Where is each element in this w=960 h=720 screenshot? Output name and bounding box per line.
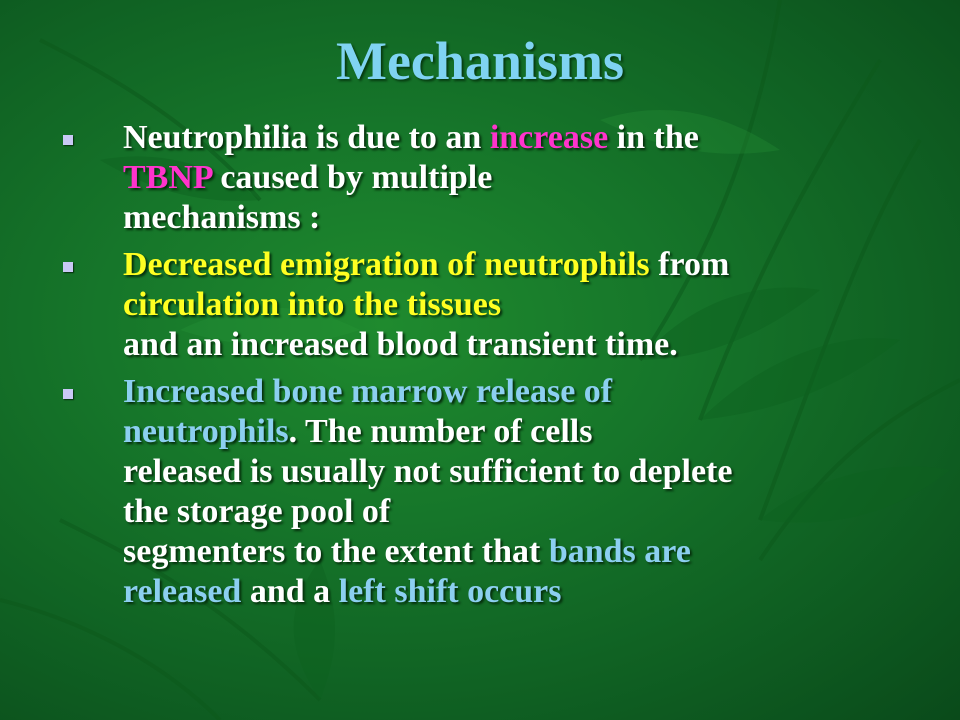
highlighted-text: circulation into the tissues <box>123 286 502 323</box>
bullet-text: from <box>649 246 730 283</box>
square-bullet-icon <box>63 135 73 145</box>
square-bullet-icon <box>63 262 73 272</box>
bullet-item <box>60 118 920 238</box>
bullet-line <box>123 572 920 612</box>
bullet-line <box>123 372 920 412</box>
bullet-text: and an increased blood transient time. <box>123 326 678 363</box>
bullet-text: Neutrophilia is due to an <box>123 119 490 156</box>
bullet-item <box>60 245 920 365</box>
bullet-text: the storage pool of <box>123 493 391 530</box>
highlighted-text: increase <box>489 119 609 156</box>
bullet-line <box>123 325 920 365</box>
bullet-list <box>60 118 920 619</box>
bullet-text: released is usually not sufficient to deplete <box>123 453 733 490</box>
bullet-line <box>123 158 920 198</box>
bullet-item <box>60 372 920 612</box>
bullet-text: segmenters to the extent that <box>123 533 549 570</box>
bullet-line <box>123 492 920 532</box>
bullet-line <box>123 245 920 285</box>
highlighted-text: TBNP <box>123 159 212 196</box>
bullet-line <box>123 198 920 238</box>
bullet-text: in the <box>608 119 699 156</box>
bullet-text: and a <box>241 573 339 610</box>
highlighted-text: left shift occurs <box>338 573 562 610</box>
slide-title: Mechanisms <box>336 31 624 91</box>
highlighted-text: bands are <box>548 533 691 570</box>
bullet-text: . The number of cells <box>288 413 593 450</box>
bullet-line <box>123 412 920 452</box>
square-bullet-icon <box>63 389 73 399</box>
highlighted-text: neutrophils <box>123 413 289 450</box>
highlighted-text: Decreased emigration of neutrophils <box>123 246 650 283</box>
bullet-text: caused by multiple <box>211 159 493 196</box>
bullet-line <box>123 532 920 572</box>
bullet-line <box>123 285 920 325</box>
bullet-line <box>123 452 920 492</box>
highlighted-text: released <box>123 573 242 610</box>
bullet-text: mechanisms : <box>123 199 321 236</box>
bullet-line <box>123 118 920 158</box>
highlighted-text: Increased bone marrow release of <box>123 373 613 410</box>
